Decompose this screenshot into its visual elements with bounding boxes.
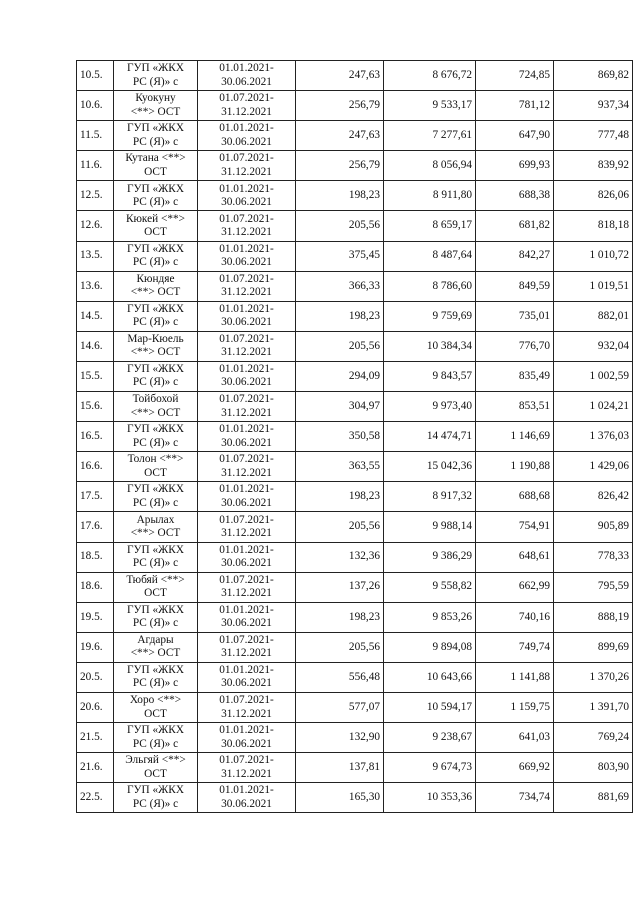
value-cell-4: 1 429,06	[554, 452, 633, 482]
organization-cell: ГУП «ЖКХ РС (Я)» с	[114, 482, 198, 512]
table-row	[77, 151, 633, 181]
period-end: 30.06.2021	[221, 256, 272, 269]
value-cell-1: 556,48	[296, 662, 384, 692]
organization-cell: ГУП «ЖКХ РС (Я)» с	[114, 602, 198, 632]
row-number: 11.5.	[77, 121, 114, 151]
row-number: 22.5.	[77, 783, 114, 813]
row-number: 14.6.	[77, 331, 114, 361]
value-cell-1: 198,23	[296, 301, 384, 331]
value-cell-4: 869,82	[554, 61, 633, 91]
value-cell-1: 350,58	[296, 422, 384, 452]
value-cell-3: 735,01	[476, 301, 554, 331]
value-cell-3: 842,27	[476, 241, 554, 271]
table-row	[77, 301, 633, 331]
value-cell-3: 669,92	[476, 753, 554, 783]
table-row	[77, 753, 633, 783]
value-cell-4: 795,59	[554, 572, 633, 602]
value-cell-3: 662,99	[476, 572, 554, 602]
value-cell-2: 8 056,94	[384, 151, 476, 181]
value-cell-2: 8 487,64	[384, 241, 476, 271]
period-start: 01.07.2021-	[219, 92, 274, 105]
value-cell-2: 8 786,60	[384, 271, 476, 301]
row-number: 20.5.	[77, 662, 114, 692]
period-end: 30.06.2021	[221, 496, 272, 509]
value-cell-3: 734,74	[476, 783, 554, 813]
period-end: 30.06.2021	[221, 135, 272, 148]
organization-cell: Эльгяй <**> ОСТ	[114, 753, 198, 783]
period-start: 01.01.2021-	[219, 122, 274, 135]
organization-cell: ГУП «ЖКХ РС (Я)» с	[114, 301, 198, 331]
tariff-table-body	[77, 61, 633, 813]
table-row	[77, 61, 633, 91]
period-start: 01.07.2021-	[219, 694, 274, 707]
period-start: 01.01.2021-	[219, 302, 274, 315]
period-cell	[198, 783, 296, 813]
value-cell-4: 1 370,26	[554, 662, 633, 692]
period-end: 30.06.2021	[221, 436, 272, 449]
period-end: 31.12.2021	[221, 406, 272, 419]
period-start: 01.01.2021-	[219, 363, 274, 376]
table-row	[77, 572, 633, 602]
value-cell-2: 8 917,32	[384, 482, 476, 512]
period-cell	[198, 211, 296, 241]
period-start: 01.07.2021-	[219, 272, 274, 285]
value-cell-3: 681,82	[476, 211, 554, 241]
row-number: 11.6.	[77, 151, 114, 181]
value-cell-2: 8 911,80	[384, 181, 476, 211]
period-end: 30.06.2021	[221, 376, 272, 389]
period-start: 01.07.2021-	[219, 152, 274, 165]
value-cell-3: 1 190,88	[476, 452, 554, 482]
value-cell-4: 1 010,72	[554, 241, 633, 271]
value-cell-1: 363,55	[296, 452, 384, 482]
value-cell-2: 10 643,66	[384, 662, 476, 692]
period-cell	[198, 632, 296, 662]
row-number: 13.6.	[77, 271, 114, 301]
value-cell-4: 778,33	[554, 542, 633, 572]
period-end: 31.12.2021	[221, 466, 272, 479]
value-cell-1: 205,56	[296, 331, 384, 361]
value-cell-1: 256,79	[296, 91, 384, 121]
period-start: 01.07.2021-	[219, 754, 274, 767]
value-cell-1: 205,56	[296, 211, 384, 241]
period-end: 31.12.2021	[221, 767, 272, 780]
value-cell-3: 641,03	[476, 723, 554, 753]
period-end: 31.12.2021	[221, 286, 272, 299]
value-cell-2: 9 674,73	[384, 753, 476, 783]
table-row	[77, 482, 633, 512]
value-cell-3: 776,70	[476, 331, 554, 361]
period-end: 30.06.2021	[221, 195, 272, 208]
period-end: 30.06.2021	[221, 617, 272, 630]
organization-cell: Агдары <**> ОСТ	[114, 632, 198, 662]
organization-cell: Кюкей <**> ОСТ	[114, 211, 198, 241]
value-cell-2: 9 759,69	[384, 301, 476, 331]
period-end: 30.06.2021	[221, 316, 272, 329]
organization-cell: Тойбохой <**> ОСТ	[114, 392, 198, 422]
value-cell-1: 304,97	[296, 392, 384, 422]
period-end: 31.12.2021	[221, 587, 272, 600]
value-cell-3: 1 146,69	[476, 422, 554, 452]
value-cell-1: 137,26	[296, 572, 384, 602]
value-cell-4: 932,04	[554, 331, 633, 361]
row-number: 19.5.	[77, 602, 114, 632]
organization-cell: Тюбяй <**> ОСТ	[114, 572, 198, 602]
organization-cell: ГУП «ЖКХ РС (Я)» с	[114, 723, 198, 753]
value-cell-2: 10 353,36	[384, 783, 476, 813]
organization-cell: ГУП «ЖКХ РС (Я)» с	[114, 181, 198, 211]
period-cell	[198, 723, 296, 753]
value-cell-4: 937,34	[554, 91, 633, 121]
value-cell-1: 205,56	[296, 632, 384, 662]
table-row	[77, 361, 633, 391]
period-start: 01.07.2021-	[219, 513, 274, 526]
row-number: 10.6.	[77, 91, 114, 121]
row-number: 16.5.	[77, 422, 114, 452]
organization-cell: Куокуну <**> ОСТ	[114, 91, 198, 121]
period-end: 31.12.2021	[221, 346, 272, 359]
value-cell-4: 803,90	[554, 753, 633, 783]
value-cell-3: 1 141,88	[476, 662, 554, 692]
period-start: 01.07.2021-	[219, 573, 274, 586]
row-number: 17.5.	[77, 482, 114, 512]
value-cell-1: 247,63	[296, 121, 384, 151]
organization-cell: Арылах <**> ОСТ	[114, 512, 198, 542]
value-cell-3: 647,90	[476, 121, 554, 151]
table-row	[77, 211, 633, 241]
organization-cell: Толон <**> ОСТ	[114, 452, 198, 482]
period-end: 31.12.2021	[221, 707, 272, 720]
table-row	[77, 271, 633, 301]
value-cell-1: 247,63	[296, 61, 384, 91]
value-cell-4: 881,69	[554, 783, 633, 813]
value-cell-2: 9 558,82	[384, 572, 476, 602]
value-cell-4: 777,48	[554, 121, 633, 151]
value-cell-2: 15 042,36	[384, 452, 476, 482]
value-cell-2: 9 386,29	[384, 542, 476, 572]
period-cell	[198, 91, 296, 121]
organization-cell: ГУП «ЖКХ РС (Я)» с	[114, 783, 198, 813]
value-cell-3: 849,59	[476, 271, 554, 301]
period-cell	[198, 482, 296, 512]
period-start: 01.07.2021-	[219, 393, 274, 406]
value-cell-1: 132,36	[296, 542, 384, 572]
table-row	[77, 331, 633, 361]
table-row	[77, 542, 633, 572]
value-cell-2: 8 676,72	[384, 61, 476, 91]
value-cell-2: 8 659,17	[384, 211, 476, 241]
value-cell-1: 205,56	[296, 512, 384, 542]
organization-cell: ГУП «ЖКХ РС (Я)» с	[114, 662, 198, 692]
period-cell	[198, 361, 296, 391]
value-cell-2: 14 474,71	[384, 422, 476, 452]
value-cell-1: 165,30	[296, 783, 384, 813]
value-cell-3: 724,85	[476, 61, 554, 91]
value-cell-4: 888,19	[554, 602, 633, 632]
value-cell-2: 10 594,17	[384, 692, 476, 722]
period-start: 01.01.2021-	[219, 784, 274, 797]
period-cell	[198, 181, 296, 211]
row-number: 15.6.	[77, 392, 114, 422]
period-start: 01.01.2021-	[219, 62, 274, 75]
organization-cell: Кюндяе <**> ОСТ	[114, 271, 198, 301]
period-end: 31.12.2021	[221, 226, 272, 239]
value-cell-4: 826,42	[554, 482, 633, 512]
row-number: 21.5.	[77, 723, 114, 753]
period-cell	[198, 452, 296, 482]
value-cell-1: 294,09	[296, 361, 384, 391]
period-start: 01.01.2021-	[219, 603, 274, 616]
row-number: 18.6.	[77, 572, 114, 602]
period-start: 01.01.2021-	[219, 543, 274, 556]
value-cell-2: 9 988,14	[384, 512, 476, 542]
row-number: 14.5.	[77, 301, 114, 331]
table-row	[77, 452, 633, 482]
table-row	[77, 692, 633, 722]
value-cell-3: 754,91	[476, 512, 554, 542]
value-cell-4: 826,06	[554, 181, 633, 211]
period-cell	[198, 572, 296, 602]
value-cell-4: 839,92	[554, 151, 633, 181]
period-cell	[198, 61, 296, 91]
organization-cell: ГУП «ЖКХ РС (Я)» с	[114, 361, 198, 391]
period-cell	[198, 692, 296, 722]
value-cell-3: 749,74	[476, 632, 554, 662]
period-cell	[198, 662, 296, 692]
value-cell-3: 688,68	[476, 482, 554, 512]
value-cell-3: 688,38	[476, 181, 554, 211]
value-cell-2: 9 843,57	[384, 361, 476, 391]
row-number: 19.6.	[77, 632, 114, 662]
period-end: 31.12.2021	[221, 647, 272, 660]
period-end: 31.12.2021	[221, 526, 272, 539]
period-start: 01.07.2021-	[219, 633, 274, 646]
value-cell-4: 1 391,70	[554, 692, 633, 722]
organization-cell: ГУП «ЖКХ РС (Я)» с	[114, 241, 198, 271]
value-cell-4: 905,89	[554, 512, 633, 542]
value-cell-2: 10 384,34	[384, 331, 476, 361]
value-cell-2: 7 277,61	[384, 121, 476, 151]
period-start: 01.07.2021-	[219, 332, 274, 345]
value-cell-1: 132,90	[296, 723, 384, 753]
value-cell-4: 818,18	[554, 211, 633, 241]
period-start: 01.01.2021-	[219, 664, 274, 677]
period-cell	[198, 241, 296, 271]
period-start: 01.07.2021-	[219, 453, 274, 466]
period-start: 01.01.2021-	[219, 724, 274, 737]
table-row	[77, 121, 633, 151]
organization-cell: ГУП «ЖКХ РС (Я)» с	[114, 422, 198, 452]
value-cell-2: 9 973,40	[384, 392, 476, 422]
table-row	[77, 602, 633, 632]
period-end: 30.06.2021	[221, 75, 272, 88]
period-start: 01.01.2021-	[219, 182, 274, 195]
value-cell-4: 769,24	[554, 723, 633, 753]
value-cell-3: 648,61	[476, 542, 554, 572]
value-cell-3: 1 159,75	[476, 692, 554, 722]
value-cell-1: 198,23	[296, 482, 384, 512]
row-number: 13.5.	[77, 241, 114, 271]
value-cell-4: 899,69	[554, 632, 633, 662]
period-end: 31.12.2021	[221, 105, 272, 118]
period-end: 30.06.2021	[221, 557, 272, 570]
value-cell-1: 577,07	[296, 692, 384, 722]
value-cell-4: 882,01	[554, 301, 633, 331]
period-start: 01.01.2021-	[219, 483, 274, 496]
value-cell-4: 1 376,03	[554, 422, 633, 452]
row-number: 21.6.	[77, 753, 114, 783]
value-cell-3: 740,16	[476, 602, 554, 632]
table-row	[77, 783, 633, 813]
table-row	[77, 422, 633, 452]
organization-cell: Кутана <**> ОСТ	[114, 151, 198, 181]
period-start: 01.01.2021-	[219, 242, 274, 255]
row-number: 10.5.	[77, 61, 114, 91]
table-row	[77, 723, 633, 753]
table-row	[77, 632, 633, 662]
period-cell	[198, 151, 296, 181]
table-row	[77, 181, 633, 211]
value-cell-2: 9 894,08	[384, 632, 476, 662]
value-cell-2: 9 238,67	[384, 723, 476, 753]
value-cell-1: 137,81	[296, 753, 384, 783]
period-cell	[198, 121, 296, 151]
row-number: 18.5.	[77, 542, 114, 572]
value-cell-1: 375,45	[296, 241, 384, 271]
period-cell	[198, 602, 296, 632]
row-number: 16.6.	[77, 452, 114, 482]
period-end: 30.06.2021	[221, 677, 272, 690]
organization-cell: ГУП «ЖКХ РС (Я)» с	[114, 542, 198, 572]
table-row	[77, 662, 633, 692]
period-end: 31.12.2021	[221, 165, 272, 178]
value-cell-3: 853,51	[476, 392, 554, 422]
period-cell	[198, 753, 296, 783]
period-end: 30.06.2021	[221, 737, 272, 750]
period-cell	[198, 512, 296, 542]
table-row	[77, 91, 633, 121]
period-cell	[198, 331, 296, 361]
period-start: 01.07.2021-	[219, 212, 274, 225]
organization-cell: Мар-Кюель <**> ОСТ	[114, 331, 198, 361]
value-cell-3: 835,49	[476, 361, 554, 391]
value-cell-2: 9 853,26	[384, 602, 476, 632]
value-cell-3: 699,93	[476, 151, 554, 181]
table-row	[77, 241, 633, 271]
row-number: 17.6.	[77, 512, 114, 542]
organization-cell: ГУП «ЖКХ РС (Я)» с	[114, 61, 198, 91]
value-cell-2: 9 533,17	[384, 91, 476, 121]
organization-cell: ГУП «ЖКХ РС (Я)» с	[114, 121, 198, 151]
row-number: 12.5.	[77, 181, 114, 211]
organization-cell: Хоро <**> ОСТ	[114, 692, 198, 722]
value-cell-1: 366,33	[296, 271, 384, 301]
value-cell-1: 256,79	[296, 151, 384, 181]
tariff-table	[76, 60, 633, 813]
period-cell	[198, 392, 296, 422]
row-number: 20.6.	[77, 692, 114, 722]
value-cell-4: 1 002,59	[554, 361, 633, 391]
value-cell-1: 198,23	[296, 181, 384, 211]
period-end: 30.06.2021	[221, 797, 272, 810]
period-cell	[198, 301, 296, 331]
table-row	[77, 392, 633, 422]
table-row	[77, 512, 633, 542]
period-cell	[198, 542, 296, 572]
period-cell	[198, 422, 296, 452]
value-cell-4: 1 024,21	[554, 392, 633, 422]
value-cell-1: 198,23	[296, 602, 384, 632]
value-cell-3: 781,12	[476, 91, 554, 121]
row-number: 12.6.	[77, 211, 114, 241]
row-number: 15.5.	[77, 361, 114, 391]
period-cell	[198, 271, 296, 301]
value-cell-4: 1 019,51	[554, 271, 633, 301]
period-start: 01.01.2021-	[219, 423, 274, 436]
